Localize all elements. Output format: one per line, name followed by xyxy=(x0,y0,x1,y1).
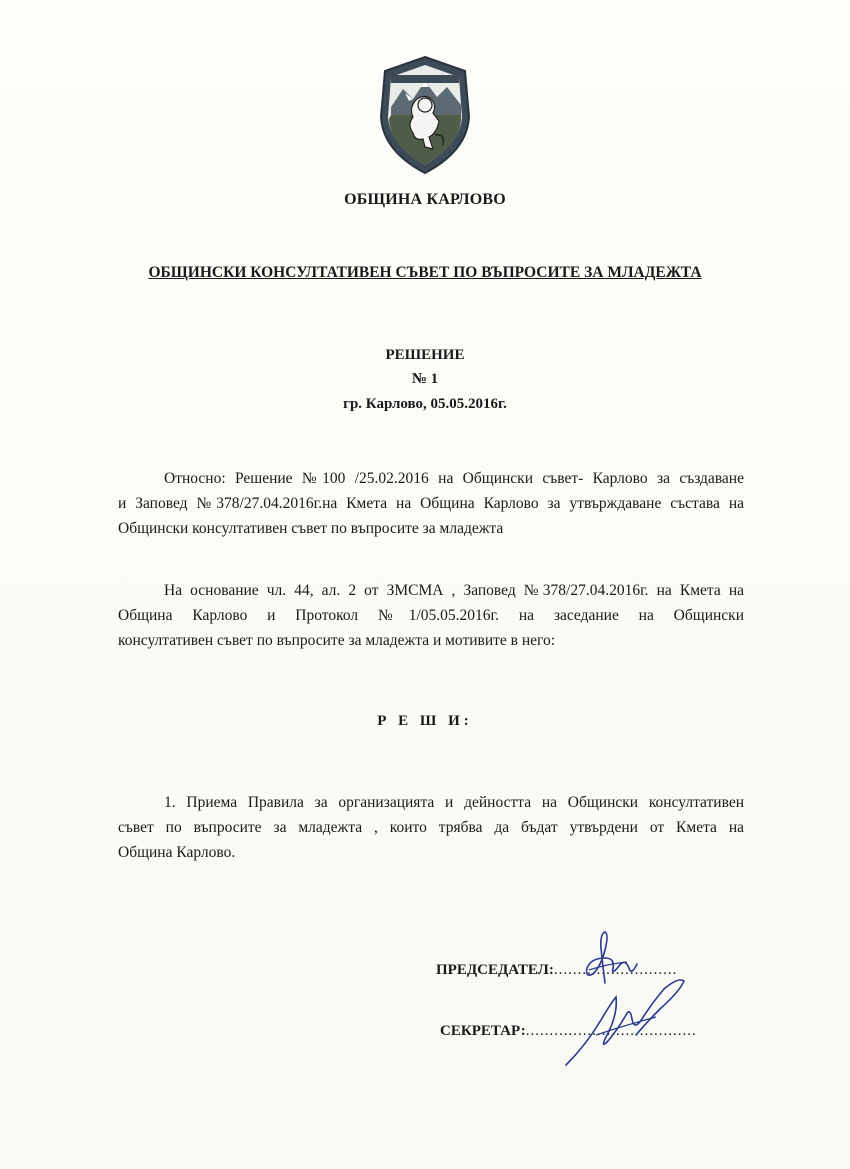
paragraph-line: Общински консултативен съвет по въпросите за младежта xyxy=(118,520,504,537)
decision-place-date: гр. Карлово, 05.05.2016г. xyxy=(343,396,507,412)
paragraph-line: Община Карлово и Протокол №1/05.05.2016г. на заседание на Общински xyxy=(118,607,744,624)
municipality-title: ОБЩИНА КАРЛОВО xyxy=(344,191,506,208)
paragraph-line: Община Карлово. xyxy=(118,844,236,861)
municipality-crest-logo xyxy=(377,55,473,175)
item-1-paragraph xyxy=(118,790,744,865)
regarding-paragraph xyxy=(118,466,744,541)
paragraph-line: и Заповед №378/27.04.2016г.на Кмета на Община Карлово за утвърждаване състава на xyxy=(118,495,744,512)
secretary-dots: .................................... xyxy=(525,1023,697,1039)
chair-dots: .......................... xyxy=(553,962,678,978)
decision-number: № 1 xyxy=(411,371,439,387)
paragraph-line: консултативен съвет по въпросите за младежта и мотивите в него: xyxy=(118,632,556,649)
resolved-heading: Р Е Ш И: xyxy=(377,713,473,729)
secretary-handwritten-signature xyxy=(556,975,691,1070)
chair-label: ПРЕДСЕДАТЕЛ: xyxy=(436,962,554,978)
secretary-label: СЕКРЕТАР: xyxy=(440,1023,526,1039)
council-title: ОБЩИНСКИ КОНСУЛТАТИВЕН СЪВЕТ ПО ВЪПРОСИТЕ ЗА МЛАДЕЖТА xyxy=(148,264,702,281)
paragraph-line: На основание чл. 44, ал. 2 от ЗМСМА , Заповед №378/27.04.2016г. на Кмета на xyxy=(164,582,744,599)
basis-paragraph xyxy=(118,578,744,653)
paragraph-line: Относно: Решение №100 /25.02.2016 на Общински съвет- Карлово за създаване xyxy=(164,470,744,487)
decision-title: РЕШЕНИЕ xyxy=(385,347,465,363)
paragraph-line: 1. Приема Правила за организацията и дейността на Общински консултативен xyxy=(164,794,744,811)
paragraph-line: съвет по въпросите за младежта , които трябва да бъдат утвърдени от Кмета на xyxy=(118,819,744,836)
